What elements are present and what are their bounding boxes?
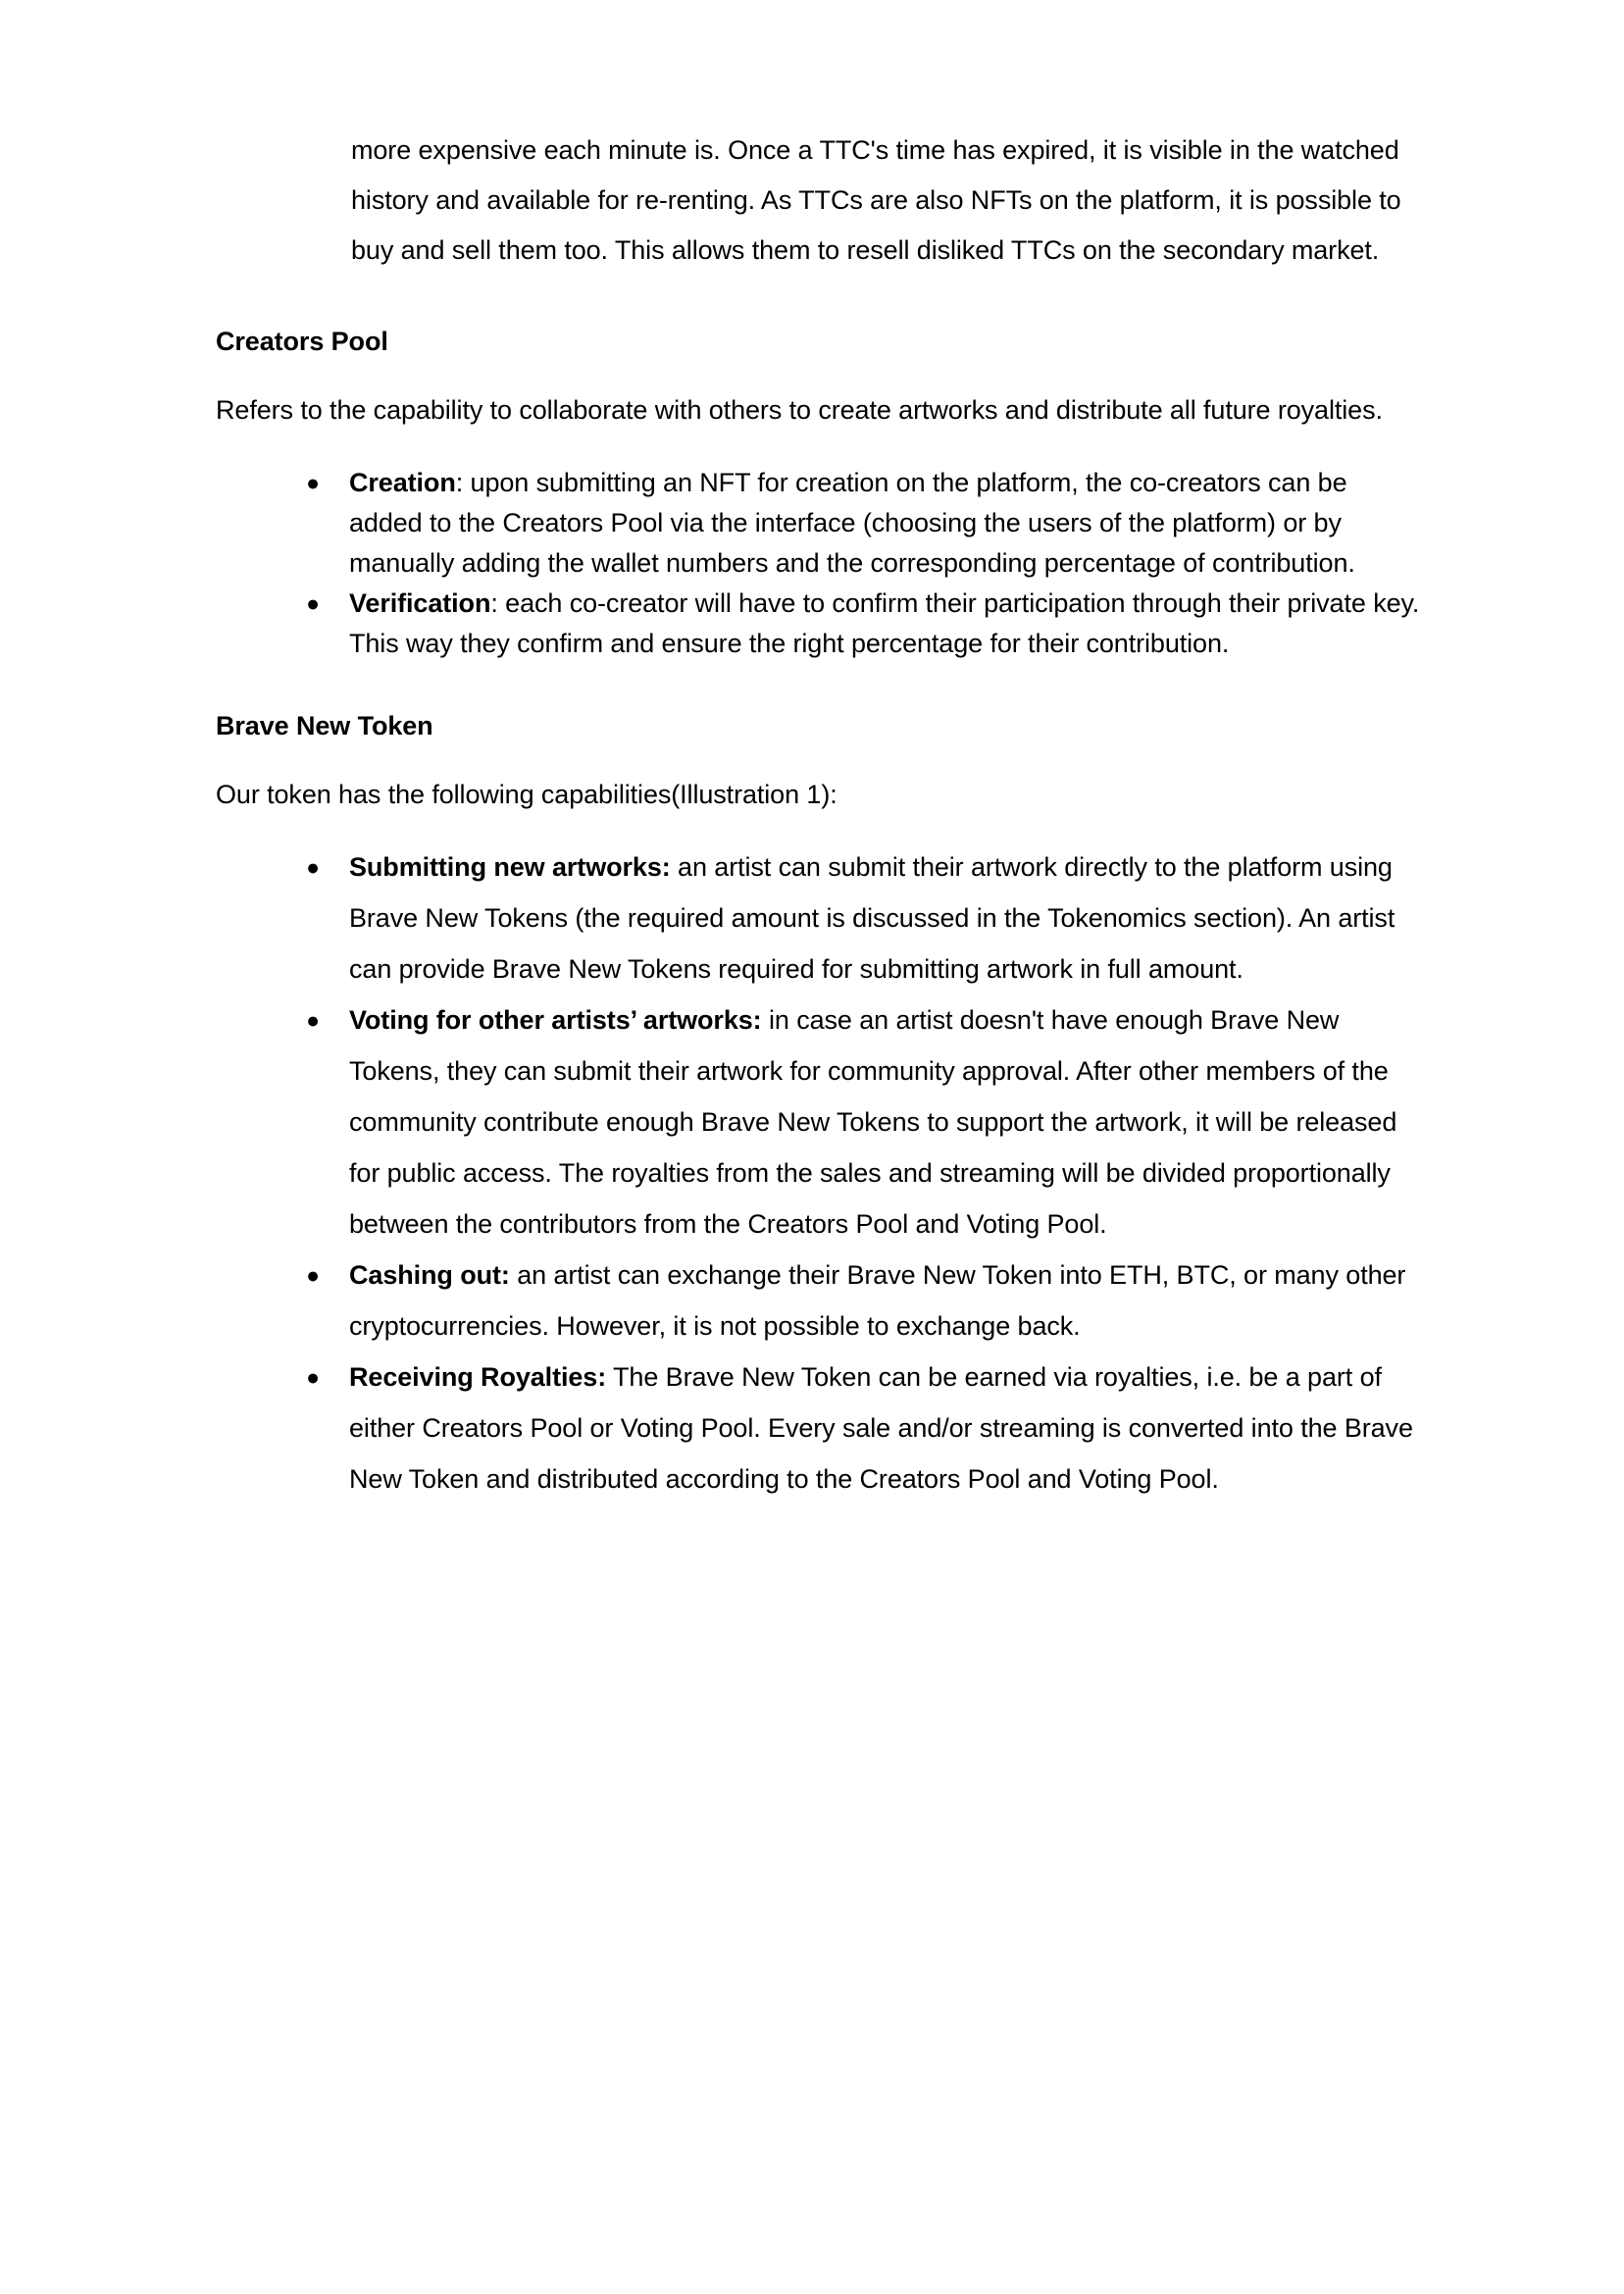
bullet-point-icon: ●	[306, 590, 320, 616]
list-item-separator	[671, 852, 678, 882]
list-item-text: an artist can exchange their Brave New Token into ETH, BTC, or many other cryptocurrencies. However, it is not possible to exchange back.	[349, 1260, 1406, 1341]
bullet-list-brave-new-token	[216, 820, 1424, 1504]
continuation-paragraph: more expensive each minute is. Once a TTC's time has expired, it is visible in the watched history and available for re-renting. As TTCs are also NFTs on the platform, it is possible to buy and sell them too. This allows them to resell disliked TTCs on the secondary market.	[351, 135, 1401, 265]
list-item-text: in case an artist doesn't have enough Brave New Tokens, they can submit their artwork for community approval. After other members of the community contribute enough Brave New Tokens to support the artwork, it will be released for public access. The royalties from the sales and streaming will be divided proportionally between the contributors from the Creators Pool and Voting Pool.	[349, 1005, 1397, 1239]
list-item-label: Receiving Royalties:	[349, 1362, 607, 1392]
list-item-text: upon submitting an NFT for creation on the platform, the co-creators can be added to the Creators Pool via the interface (choosing the users of the platform) or by manually adding the wallet numbers and the corresponding percentage of contribution.	[349, 468, 1355, 578]
list-item	[216, 463, 1424, 584]
section-paragraph-creators-pool: Refers to the capability to collaborate with others to create artworks and distribute all future royalties.	[216, 395, 1383, 425]
list-item-text: an artist can submit their artwork directly to the platform using Brave New Tokens (the required amount is discussed in the Tokenomics section). An artist can provide Brave New Tokens required for submitting artwork in full amount.	[349, 852, 1396, 984]
section-heading-creators-pool: Creators Pool	[216, 327, 388, 356]
bullet-point-icon: ●	[306, 470, 320, 495]
bullet-point-icon: ●	[306, 1262, 320, 1288]
list-item-separator	[762, 1005, 769, 1035]
section-paragraph-brave-new-token: Our token has the following capabilities(Illustration 1):	[216, 780, 837, 809]
bullet-point-icon: ●	[306, 1364, 320, 1390]
bullet-list-creators-pool	[216, 435, 1424, 664]
section-heading-brave-new-token: Brave New Token	[216, 711, 433, 740]
bullet-point-icon: ●	[306, 1007, 320, 1033]
list-item	[216, 841, 1424, 994]
list-item-label: Creation	[349, 468, 456, 497]
list-item-text: each co-creator will have to confirm their participation through their private key. This way they confirm and ensure the right percentage for their contribution.	[349, 588, 1420, 658]
list-item-separator	[606, 1362, 613, 1392]
list-item-label: Voting for other artists’ artworks:	[349, 1005, 762, 1035]
list-item-label: Submitting new artworks:	[349, 852, 671, 882]
page-content	[216, 0, 1424, 1504]
list-item-separator: :	[455, 468, 471, 497]
list-item-separator: :	[490, 588, 506, 618]
list-item	[216, 1351, 1424, 1504]
list-item	[216, 1249, 1424, 1351]
bullet-point-icon: ●	[306, 854, 320, 880]
list-item	[216, 584, 1424, 664]
list-item-label: Cashing out:	[349, 1260, 510, 1290]
list-item-label: Verification	[349, 588, 491, 618]
list-item-text: The Brave New Token can be earned via royalties, i.e. be a part of either Creators Pool or Voting Pool. Every sale and/or streaming is converted into the Brave New Token and distributed according to the Creators Pool and Voting Pool.	[349, 1362, 1413, 1494]
list-item	[216, 994, 1424, 1249]
